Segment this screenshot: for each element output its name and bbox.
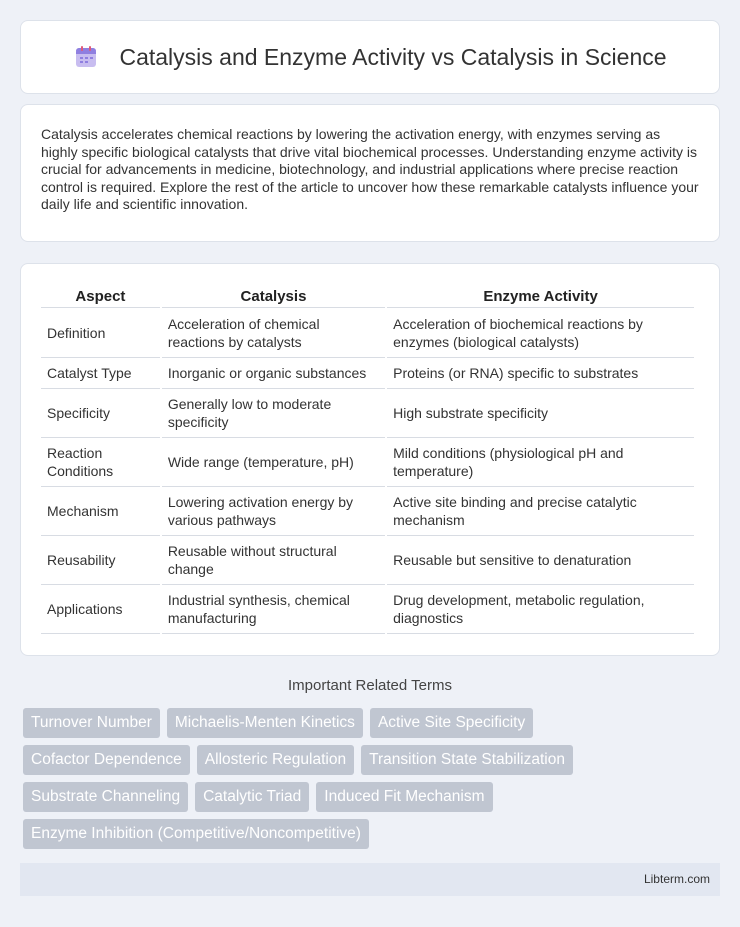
tag-substrate-channeling[interactable]: Substrate Channeling <box>23 782 188 812</box>
table-row <box>41 438 694 487</box>
row-enzyme: Proteins (or RNA) specific to substrates <box>387 358 694 389</box>
row-enzyme: Reusable but sensitive to denaturation <box>387 536 694 585</box>
row-enzyme: High substrate specificity <box>387 389 694 438</box>
comparison-table <box>39 284 696 634</box>
intro-card <box>20 104 720 242</box>
title-card <box>20 20 720 94</box>
tag-row <box>23 782 703 812</box>
row-catalysis: Industrial synthesis, chemical manufacturing <box>162 585 385 634</box>
table-row <box>41 487 694 536</box>
related-terms-title: Important Related Terms <box>288 677 452 694</box>
tag-allosteric-regulation[interactable]: Allosteric Regulation <box>197 745 354 775</box>
page-title: Catalysis and Enzyme Activity vs Catalysis in Science <box>119 43 667 70</box>
row-aspect: Applications <box>41 585 160 634</box>
tag-row <box>23 745 703 775</box>
intro-paragraph: Catalysis accelerates chemical reactions by lowering the activation energy, with enzymes serving as highly specific biological catalysts that drive vital biochemical processes. Understanding enzyme activity is crucial for advancements in medicine, biotechnology, and industrial applications where precise reaction control is required. Explore the rest of the article to uncover how these remarkable catalysts influence your daily life and scientific innovation. <box>41 126 699 213</box>
tag-catalytic-triad[interactable]: Catalytic Triad <box>195 782 309 812</box>
table-header-row <box>41 284 694 308</box>
footer <box>20 863 720 896</box>
tag-transition-state-stabilization[interactable]: Transition State Stabilization <box>361 745 573 775</box>
related-terms-list <box>23 708 703 856</box>
row-aspect: Mechanism <box>41 487 160 536</box>
tag-turnover-number[interactable]: Turnover Number <box>23 708 160 738</box>
row-catalysis: Acceleration of chemical reactions by catalysts <box>162 308 385 358</box>
table-row <box>41 585 694 634</box>
row-catalysis: Lowering activation energy by various pathways <box>162 487 385 536</box>
comparison-card <box>20 263 720 656</box>
tag-row <box>23 708 703 738</box>
row-enzyme: Drug development, metabolic regulation, diagnostics <box>387 585 694 634</box>
header-catalysis: Catalysis <box>162 284 385 308</box>
row-catalysis: Generally low to moderate specificity <box>162 389 385 438</box>
header-enzyme-activity: Enzyme Activity <box>387 284 694 308</box>
tag-active-site-specificity[interactable]: Active Site Specificity <box>370 708 533 738</box>
footer-site-link[interactable]: Libterm.com <box>643 872 710 886</box>
row-aspect: Definition <box>41 308 160 358</box>
table-row <box>41 308 694 358</box>
tag-enzyme-inhibition[interactable]: Enzyme Inhibition (Competitive/Noncompetitive) <box>23 819 369 849</box>
table-row <box>41 536 694 585</box>
row-enzyme: Active site binding and precise catalytic mechanism <box>387 487 694 536</box>
row-catalysis: Reusable without structural change <box>162 536 385 585</box>
tag-cofactor-dependence[interactable]: Cofactor Dependence <box>23 745 190 775</box>
table-row <box>41 358 694 389</box>
row-catalysis: Wide range (temperature, pH) <box>162 438 385 487</box>
tag-michaelis-menten-kinetics[interactable]: Michaelis-Menten Kinetics <box>167 708 363 738</box>
row-aspect: Specificity <box>41 389 160 438</box>
table-row <box>41 389 694 438</box>
header-aspect: Aspect <box>41 284 160 308</box>
row-aspect: Reaction Conditions <box>41 438 160 487</box>
row-aspect: Reusability <box>41 536 160 585</box>
tag-induced-fit-mechanism[interactable]: Induced Fit Mechanism <box>316 782 492 812</box>
row-aspect: Catalyst Type <box>41 358 160 389</box>
tag-row <box>23 819 703 849</box>
row-enzyme: Acceleration of biochemical reactions by enzymes (biological catalysts) <box>387 308 694 358</box>
calendar-icon <box>73 44 99 70</box>
row-enzyme: Mild conditions (physiological pH and temperature) <box>387 438 694 487</box>
row-catalysis: Inorganic or organic substances <box>162 358 385 389</box>
